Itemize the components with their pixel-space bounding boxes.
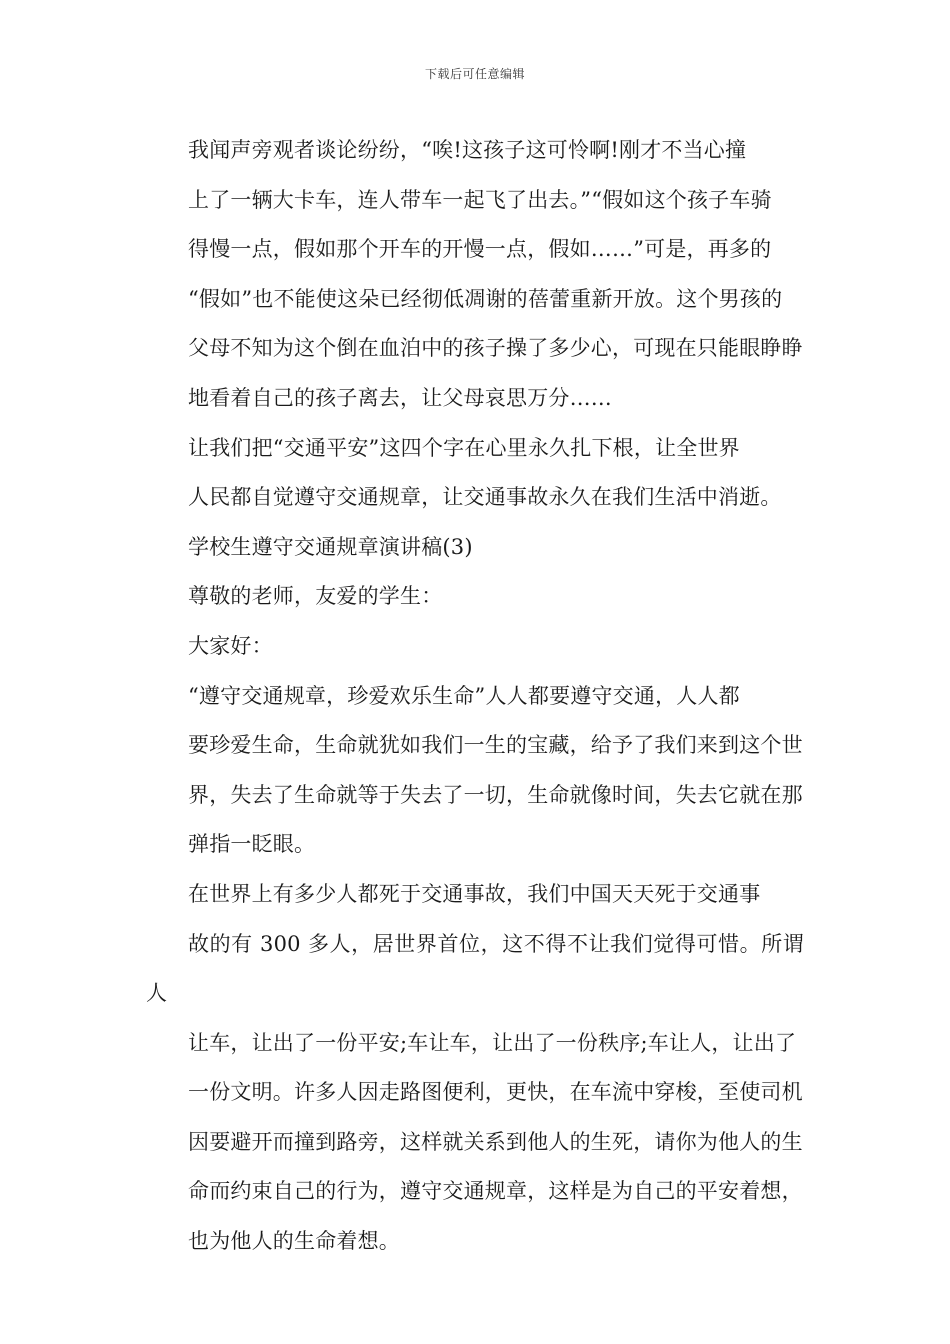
text-line: “遵守交通规章，珍爱欢乐生命”人人都要遵守交通，人人都 [188, 683, 740, 708]
text-line: 命而约束自己的行为，遵守交通规章，这样是为自己的平安着想， [188, 1179, 803, 1204]
text-line: 要珍爱生命，生命就犹如我们一生的宝藏，给予了我们来到这个世 [188, 733, 803, 758]
text-line: 人民都自觉遵守交通规章，让交通事故永久在我们生活中消逝。 [188, 485, 782, 510]
text-line: 尊敬的老师，友爱的学生： [188, 584, 443, 609]
text-line: 学校生遵守交通规章演讲稿(3) [188, 534, 473, 559]
document-body [146, 126, 804, 1267]
page-header: 下载后可任意编辑 [424, 67, 525, 81]
text-line: 因要避开而撞到路旁，这样就关系到他人的生死，请你为他人的生 [188, 1129, 803, 1154]
paragraph-cherish-life [146, 672, 804, 870]
text-line: 大家好： [188, 633, 273, 658]
greeting [146, 622, 804, 672]
section-title [146, 523, 804, 573]
paragraph-call-to-action [146, 424, 804, 523]
text-line: 父母不知为这个倒在血泊中的孩子操了多少心，可现在只能眼睁睁 [188, 336, 803, 361]
salutation [146, 572, 804, 622]
text-line: 得慢一点，假如那个开车的开慢一点，假如……”可是，再多的 [188, 237, 772, 262]
text-line: 让我们把“交通平安”这四个字在心里永久扎下根，让全世界 [188, 435, 740, 460]
text-line: 界，失去了生命就等于失去了一切，生命就像时间，失去它就在那 [188, 782, 803, 807]
text-line: 上了一辆大卡车，连人带车一起飞了出去。”“假如这个孩子车骑 [188, 187, 772, 212]
text-line: 故的有 300 多人，居世界首位，这不得不让我们觉得可惜。所谓人 [146, 931, 804, 1006]
text-line: 我闻声旁观者谈论纷纷，“唉!这孩子这可怜啊!刚才不当心撞 [188, 138, 747, 162]
text-line: 在世界上有多少人都死于交通事故，我们中国天天死于交通事 [188, 881, 761, 906]
text-line: 一份文明。许多人因走路图便利，更快，在车流中穿梭，至使司机 [188, 1080, 803, 1105]
text-line: 弹指一眨眼。 [188, 832, 316, 857]
text-line: 也为他人的生命着想。 [188, 1229, 400, 1254]
text-line: 让车，让出了一份平安;车让车，让出了一份秩序;车让人，让出了 [188, 1030, 797, 1055]
text-line: 地看着自己的孩子离去，让父母哀思万分…… [188, 385, 612, 410]
paragraph-accident-story [146, 126, 804, 424]
paragraph-traffic-statistics [146, 870, 804, 1267]
text-line: “假如”也不能使这朵已经彻低凋谢的蓓蕾重新开放。这个男孩的 [188, 286, 783, 311]
